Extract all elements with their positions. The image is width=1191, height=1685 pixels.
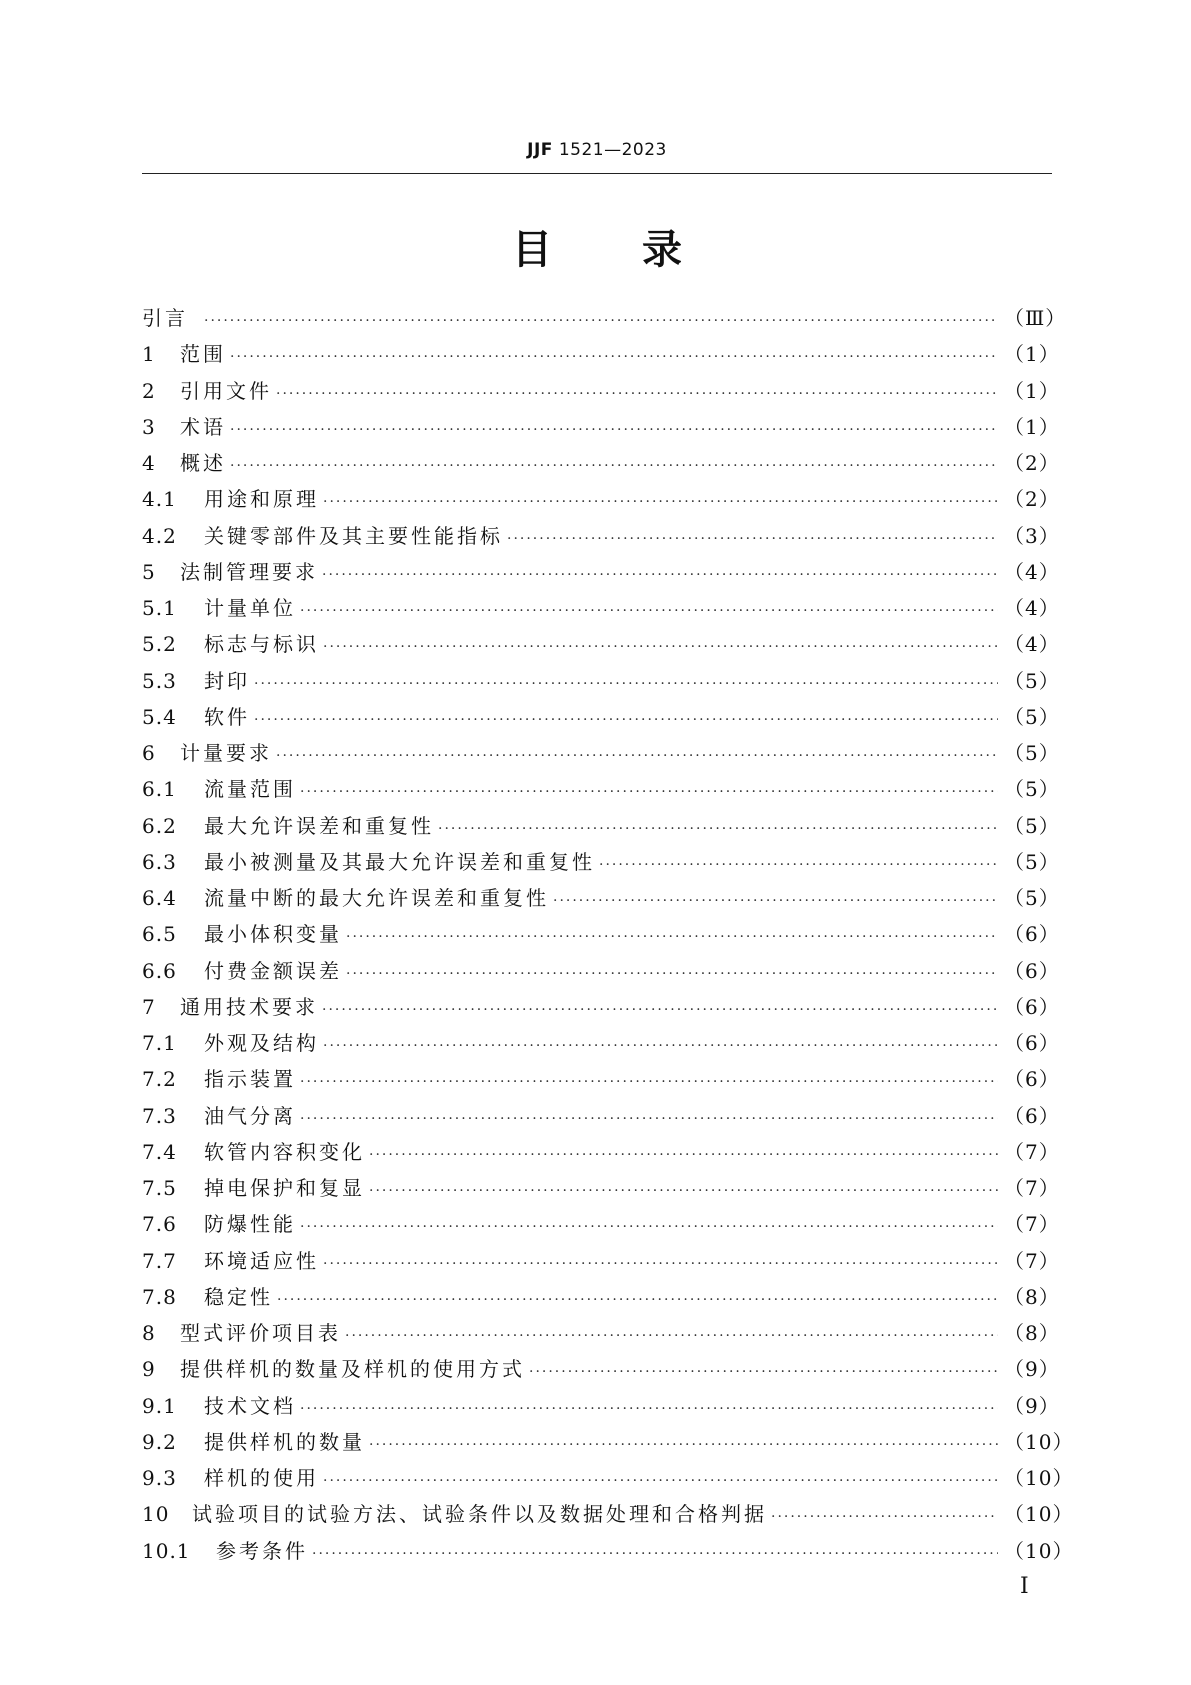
toc-leader-dots xyxy=(346,929,998,945)
toc-title: 目录 xyxy=(512,227,772,273)
toc-leader-dots xyxy=(529,1364,998,1380)
toc-entry[interactable] xyxy=(142,991,1060,1027)
toc-leader-dots xyxy=(438,821,998,837)
toc-entry-number: 6.2 xyxy=(142,813,177,838)
toc-entry-label: 法制管理要求 xyxy=(180,559,318,584)
toc-entry-label: 计量单位 xyxy=(204,596,296,620)
toc-entry[interactable] xyxy=(142,302,1067,338)
page-header xyxy=(142,140,1052,160)
toc-entry-label: 最小体积变量 xyxy=(204,922,342,947)
toc-entry-page: （7） xyxy=(1004,1248,1060,1273)
toc-entry-number: 6.3 xyxy=(142,849,177,874)
toc-entry-number: 9 xyxy=(142,1357,156,1382)
toc-entry[interactable] xyxy=(142,1281,1060,1317)
toc-entry[interactable] xyxy=(142,1426,1074,1462)
toc-leader-dots xyxy=(345,1328,998,1344)
toc-leader-dots xyxy=(300,1401,998,1417)
toc-entry-number: 4.2 xyxy=(142,523,177,548)
toc-entry-page: （5） xyxy=(1004,886,1060,910)
toc-entry-page: （8） xyxy=(1004,1321,1060,1345)
toc-entry-number: 9.2 xyxy=(142,1429,177,1454)
toc-entry-number: 7.8 xyxy=(142,1284,177,1309)
toc-entry-label: 稳定性 xyxy=(204,1284,273,1309)
toc-entry-number: 5 xyxy=(142,559,156,584)
toc-entry-page: （10） xyxy=(1004,1502,1074,1527)
toc-entry-number: 5.2 xyxy=(142,632,177,657)
page-folio: Ⅰ xyxy=(1020,1574,1029,1599)
toc-leader-dots xyxy=(599,857,998,873)
toc-leader-dots xyxy=(346,966,998,982)
toc-entry-label: 引用文件 xyxy=(180,378,272,403)
toc-entry-number: 3 xyxy=(142,414,156,439)
toc-entry[interactable] xyxy=(142,701,1060,737)
toc-entry-label: 试验项目的试验方法、试验条件以及数据处理和合格判据 xyxy=(192,1502,767,1527)
toc-leader-dots xyxy=(204,313,998,329)
toc-entry[interactable] xyxy=(142,1063,1060,1099)
toc-entry[interactable] xyxy=(142,338,1060,374)
toc-entry-page: （5） xyxy=(1004,704,1060,729)
toc-entry-number: 10.1 xyxy=(142,1538,191,1563)
toc-entry-number: 9.1 xyxy=(142,1393,177,1418)
toc-entry-label: 计量要求 xyxy=(180,741,272,765)
toc-leader-dots xyxy=(369,1437,998,1453)
toc-entry-page: （9） xyxy=(1004,1357,1060,1382)
toc-leader-dots xyxy=(312,1546,998,1562)
toc-leader-dots xyxy=(507,531,998,547)
toc-entry-number: 8 xyxy=(142,1321,156,1345)
toc-entry[interactable] xyxy=(142,1353,1060,1389)
toc-entry-page: （4） xyxy=(1004,559,1060,584)
toc-leader-dots xyxy=(300,603,998,619)
toc-entry-number: 5.3 xyxy=(142,668,177,693)
toc-entry-page: （3） xyxy=(1004,523,1060,548)
toc-entry[interactable] xyxy=(142,918,1060,954)
toc-entry[interactable] xyxy=(142,375,1060,411)
toc-leader-dots xyxy=(771,1509,998,1525)
toc-entry[interactable] xyxy=(142,1462,1074,1498)
toc-leader-dots xyxy=(277,1292,998,1308)
toc-entry-number: 5.4 xyxy=(142,704,177,729)
toc-leader-dots xyxy=(254,676,998,692)
toc-entry-label: 型式评价项目表 xyxy=(180,1321,341,1345)
toc-entry[interactable] xyxy=(142,1498,1074,1534)
toc-entry-page: （5） xyxy=(1004,849,1060,874)
toc-entry-page: （6） xyxy=(1004,958,1060,983)
toc-entry[interactable] xyxy=(142,1027,1060,1063)
toc-leader-dots xyxy=(300,1219,998,1235)
toc-entry[interactable] xyxy=(142,1535,1074,1571)
toc-entry-label: 标志与标识 xyxy=(204,632,319,657)
toc-entry[interactable] xyxy=(142,882,1060,918)
toc-entry[interactable] xyxy=(142,665,1060,701)
toc-entry-label: 概述 xyxy=(180,451,226,475)
toc-entry-page: （6） xyxy=(1004,922,1060,947)
toc-leader-dots xyxy=(254,712,998,728)
toc-leader-dots xyxy=(276,748,998,764)
toc-leader-dots xyxy=(230,349,998,365)
toc-leader-dots xyxy=(369,1147,998,1163)
toc-entry-label: 提供样机的数量及样机的使用方式 xyxy=(180,1357,525,1382)
toc-entry-number: 1 xyxy=(142,342,156,367)
toc-entry-page: （2） xyxy=(1004,451,1060,475)
toc-entry[interactable] xyxy=(142,737,1060,773)
toc-entry[interactable] xyxy=(142,411,1060,447)
toc-entry-label: 参考条件 xyxy=(216,1538,308,1563)
toc-entry-label: 样机的使用 xyxy=(204,1466,319,1490)
toc-leader-dots xyxy=(230,422,998,438)
toc-entry-page: （6） xyxy=(1004,1067,1060,1092)
toc-entry-number: 6.1 xyxy=(142,777,177,802)
toc-entry[interactable] xyxy=(142,483,1060,519)
toc-entry-label: 流量中断的最大允许误差和重复性 xyxy=(204,886,549,910)
toc-entry-label: 最大允许误差和重复性 xyxy=(204,813,434,838)
toc-entry[interactable] xyxy=(142,1100,1060,1136)
toc-entry-number: 6.6 xyxy=(142,958,177,983)
toc-entry-label: 流量范围 xyxy=(204,777,296,802)
toc-entry[interactable] xyxy=(142,1136,1060,1172)
toc-leader-dots xyxy=(300,784,998,800)
toc-entry-page: （9） xyxy=(1004,1393,1060,1418)
standard-prefix: JJF xyxy=(527,140,553,160)
toc-entry-label: 软件 xyxy=(204,704,250,729)
toc-entry-number: 9.3 xyxy=(142,1466,177,1490)
toc-entry[interactable] xyxy=(142,955,1060,991)
toc-entry-number: 7.5 xyxy=(142,1176,177,1200)
toc-entry-page: （5） xyxy=(1004,777,1060,802)
toc-entry[interactable] xyxy=(142,628,1060,664)
toc-entry-page: （Ⅲ） xyxy=(1004,306,1067,330)
toc-entry-number: 7.7 xyxy=(142,1248,177,1273)
toc-entry-page: （1） xyxy=(1004,414,1060,439)
toc-leader-dots xyxy=(322,1002,998,1018)
toc-entry-number: 7 xyxy=(142,994,156,1019)
toc-leader-dots xyxy=(553,893,998,909)
toc-entry-label: 提供样机的数量 xyxy=(204,1429,365,1454)
toc-leader-dots xyxy=(230,458,998,474)
toc-entry-label: 最小被测量及其最大允许误差和重复性 xyxy=(204,849,595,874)
toc-entry-label: 掉电保护和复显 xyxy=(204,1176,365,1200)
table-of-contents xyxy=(142,302,1074,1571)
toc-entry-number: 4.1 xyxy=(142,487,177,512)
toc-entry-page: （8） xyxy=(1004,1284,1060,1309)
toc-entry-number: 10 xyxy=(142,1502,170,1527)
toc-entry-number: 4 xyxy=(142,451,156,475)
toc-entry-label: 术语 xyxy=(180,414,226,439)
toc-entry-page: （5） xyxy=(1004,668,1060,693)
toc-entry-page: （7） xyxy=(1004,1176,1060,1200)
toc-leader-dots xyxy=(323,1256,998,1272)
toc-entry-page: （2） xyxy=(1004,487,1060,512)
toc-entry-page: （5） xyxy=(1004,813,1060,838)
toc-entry-page: （6） xyxy=(1004,1031,1060,1055)
toc-entry[interactable] xyxy=(142,1390,1060,1426)
toc-entry-page: （4） xyxy=(1004,632,1060,657)
toc-entry-page: （4） xyxy=(1004,596,1060,620)
toc-entry[interactable] xyxy=(142,810,1060,846)
toc-leader-dots xyxy=(323,1473,998,1489)
toc-leader-dots xyxy=(300,1111,998,1127)
toc-entry[interactable] xyxy=(142,1172,1060,1208)
toc-entry-label: 关键零部件及其主要性能指标 xyxy=(204,523,503,548)
toc-entry-page: （6） xyxy=(1004,994,1060,1019)
toc-leader-dots xyxy=(369,1183,998,1199)
toc-entry-number: 7.4 xyxy=(142,1139,177,1164)
toc-entry-label: 环境适应性 xyxy=(204,1248,319,1273)
toc-entry-label: 指示装置 xyxy=(204,1067,296,1092)
toc-entry[interactable] xyxy=(142,592,1060,628)
toc-entry[interactable] xyxy=(142,1245,1060,1281)
toc-entry-label: 用途和原理 xyxy=(204,487,319,512)
toc-entry-label: 范围 xyxy=(180,342,226,367)
toc-entry-label: 软管内容积变化 xyxy=(204,1139,365,1164)
toc-entry-page: （6） xyxy=(1004,1103,1060,1128)
toc-entry-page: （5） xyxy=(1004,741,1060,765)
toc-entry[interactable] xyxy=(142,556,1060,592)
toc-entry-page: （7） xyxy=(1004,1139,1060,1164)
toc-entry-page: （10） xyxy=(1004,1466,1074,1490)
toc-entry-label: 防爆性能 xyxy=(204,1212,296,1237)
toc-entry-label: 引言 xyxy=(142,306,188,330)
toc-entry-label: 付费金额误差 xyxy=(204,958,342,983)
toc-entry-page: （1） xyxy=(1004,342,1060,367)
toc-leader-dots xyxy=(323,494,998,510)
toc-entry-page: （7） xyxy=(1004,1212,1060,1237)
toc-leader-dots xyxy=(276,386,998,402)
toc-entry-number: 2 xyxy=(142,378,156,403)
toc-entry[interactable] xyxy=(142,846,1060,882)
toc-entry[interactable] xyxy=(142,1208,1060,1244)
standard-number: 1521—2023 xyxy=(558,140,667,160)
toc-entry-number: 7.3 xyxy=(142,1103,177,1128)
toc-entry-number: 7.2 xyxy=(142,1067,177,1092)
toc-entry[interactable] xyxy=(142,1317,1060,1353)
toc-entry-page: （10） xyxy=(1004,1429,1074,1454)
toc-entry-number: 6.5 xyxy=(142,922,177,947)
toc-entry-label: 技术文档 xyxy=(204,1393,296,1418)
toc-entry[interactable] xyxy=(142,520,1060,556)
toc-entry-label: 通用技术要求 xyxy=(180,994,318,1019)
toc-entry-number: 7.6 xyxy=(142,1212,177,1237)
toc-entry[interactable] xyxy=(142,773,1060,809)
toc-entry-label: 外观及结构 xyxy=(204,1031,319,1055)
toc-entry-number: 6.4 xyxy=(142,886,177,910)
toc-entry-page: （1） xyxy=(1004,378,1060,403)
toc-entry[interactable] xyxy=(142,447,1060,483)
toc-entry-label: 油气分离 xyxy=(204,1103,296,1128)
toc-entry-number: 5.1 xyxy=(142,596,177,620)
toc-entry-label: 封印 xyxy=(204,668,250,693)
toc-entry-number: 6 xyxy=(142,741,156,765)
toc-leader-dots xyxy=(323,1038,998,1054)
toc-leader-dots xyxy=(300,1074,998,1090)
toc-leader-dots xyxy=(323,639,998,655)
toc-entry-page: （10） xyxy=(1004,1538,1074,1563)
header-rule xyxy=(142,173,1052,174)
toc-entry-number: 7.1 xyxy=(142,1031,177,1055)
toc-leader-dots xyxy=(322,567,998,583)
